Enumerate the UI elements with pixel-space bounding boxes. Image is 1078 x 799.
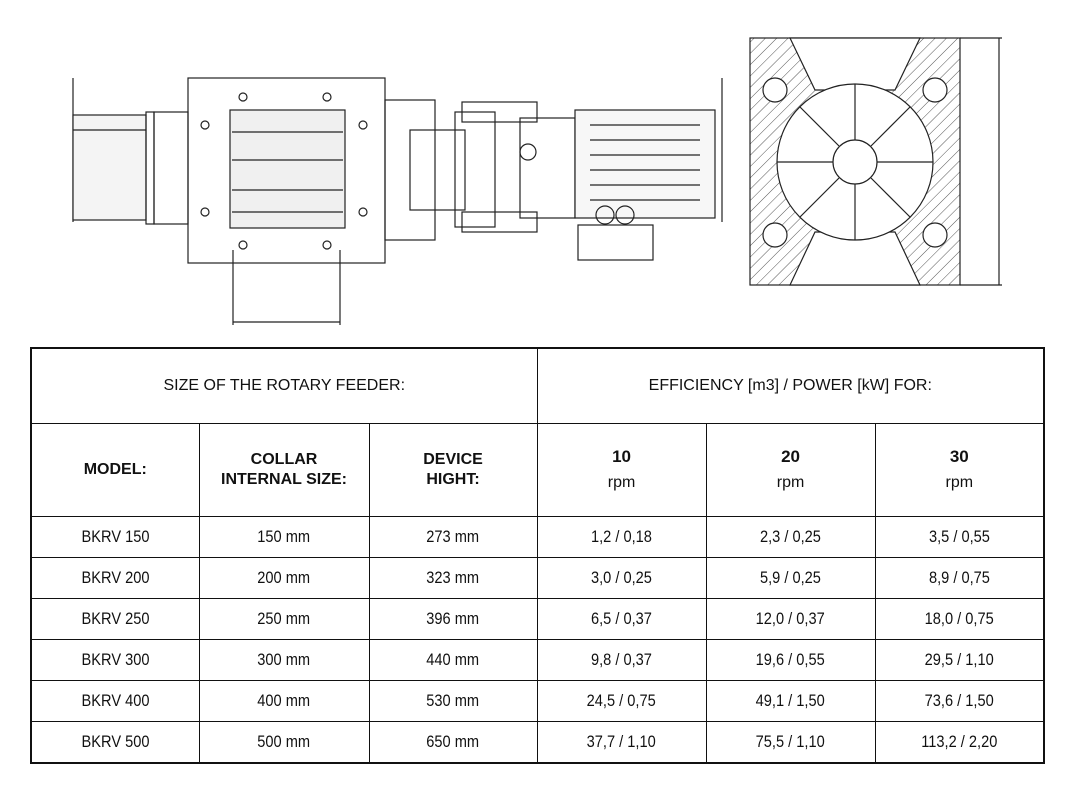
- model-cell: BKRV 400: [31, 680, 199, 721]
- efficiency-20rpm-cell: 75,5 / 1,10: [706, 721, 875, 763]
- efficiency-20rpm-cell: 12,0 / 0,37: [706, 598, 875, 639]
- device-height-cell: 530 mm: [369, 680, 537, 721]
- table-row: [31, 598, 1044, 639]
- height-column-header: DEVICE HIGHT:: [369, 423, 537, 516]
- column-header-row: [31, 423, 1044, 516]
- model-cell: BKRV 200: [31, 557, 199, 598]
- efficiency-10rpm-cell: 24,5 / 0,75: [537, 680, 706, 721]
- efficiency-10rpm-cell: 6,5 / 0,37: [537, 598, 706, 639]
- speed-20-header: 20 rpm: [706, 423, 875, 516]
- table-row: [31, 516, 1044, 557]
- collar-size-cell: 150 mm: [199, 516, 369, 557]
- device-height-cell: 650 mm: [369, 721, 537, 763]
- efficiency-10rpm-cell: 37,7 / 1,10: [537, 721, 706, 763]
- cross-section-drawing: [750, 38, 1002, 285]
- side-view-drawing: [73, 78, 722, 325]
- model-cell: BKRV 300: [31, 639, 199, 680]
- collar-column-header: COLLAR INTERNAL SIZE:: [199, 423, 369, 516]
- collar-size-cell: 400 mm: [199, 680, 369, 721]
- table-row: [31, 721, 1044, 763]
- efficiency-30rpm-cell: 8,9 / 0,75: [875, 557, 1044, 598]
- collar-size-cell: 250 mm: [199, 598, 369, 639]
- size-header: SIZE OF THE ROTARY FEEDER:: [31, 348, 537, 423]
- collar-size-cell: 200 mm: [199, 557, 369, 598]
- speed-10-header: 10 rpm: [537, 423, 706, 516]
- collar-size-cell: 500 mm: [199, 721, 369, 763]
- efficiency-10rpm-cell: 9,8 / 0,37: [537, 639, 706, 680]
- efficiency-header: EFFICIENCY [m3] / POWER [kW] FOR:: [537, 348, 1044, 423]
- device-height-cell: 440 mm: [369, 639, 537, 680]
- efficiency-30rpm-cell: 18,0 / 0,75: [875, 598, 1044, 639]
- efficiency-10rpm-cell: 1,2 / 0,18: [537, 516, 706, 557]
- model-cell: BKRV 500: [31, 721, 199, 763]
- efficiency-30rpm-cell: 113,2 / 2,20: [875, 721, 1044, 763]
- efficiency-30rpm-cell: 73,6 / 1,50: [875, 680, 1044, 721]
- efficiency-10rpm-cell: 3,0 / 0,25: [537, 557, 706, 598]
- table-header-row: [31, 348, 1044, 423]
- table-row: [31, 680, 1044, 721]
- efficiency-20rpm-cell: 49,1 / 1,50: [706, 680, 875, 721]
- efficiency-20rpm-cell: 2,3 / 0,25: [706, 516, 875, 557]
- model-cell: BKRV 250: [31, 598, 199, 639]
- efficiency-30rpm-cell: 3,5 / 0,55: [875, 516, 1044, 557]
- collar-size-cell: 300 mm: [199, 639, 369, 680]
- efficiency-20rpm-cell: 5,9 / 0,25: [706, 557, 875, 598]
- model-cell: BKRV 150: [31, 516, 199, 557]
- rotary-feeder-drawing: [0, 0, 1078, 340]
- device-height-cell: 323 mm: [369, 557, 537, 598]
- table-row: [31, 639, 1044, 680]
- table-row: [31, 557, 1044, 598]
- device-height-cell: 273 mm: [369, 516, 537, 557]
- efficiency-30rpm-cell: 29,5 / 1,10: [875, 639, 1044, 680]
- device-height-cell: 396 mm: [369, 598, 537, 639]
- speed-30-header: 30 rpm: [875, 423, 1044, 516]
- model-column-header: MODEL:: [31, 423, 199, 516]
- efficiency-20rpm-cell: 19,6 / 0,55: [706, 639, 875, 680]
- specification-table: [30, 347, 1045, 764]
